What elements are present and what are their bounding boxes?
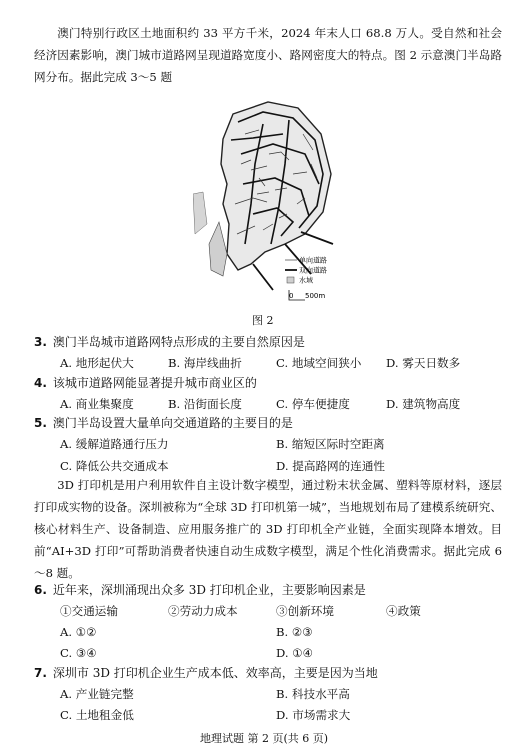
scale-label: 500m <box>305 292 326 300</box>
q6-factor-2: ②劳动力成本 <box>168 604 238 618</box>
q3-option-a[interactable]: A. 地形起伏大 <box>60 356 134 370</box>
q6-factor-3: ③创新环境 <box>276 604 334 618</box>
svg-text:0: 0 <box>289 292 294 300</box>
q3-option-c[interactable]: C. 地域空间狭小 <box>276 356 362 370</box>
q5-option-a[interactable]: A. 缓解道路通行压力 <box>60 437 169 451</box>
q3-option-b[interactable]: B. 海岸线曲折 <box>168 356 242 370</box>
q6-factor-1: ①交通运输 <box>60 604 118 618</box>
q7-option-c[interactable]: C. 土地租金低 <box>60 708 134 722</box>
intro-paragraph-shenzhen: 3D 打印机是用户利用软件自主设计数字模型，通过粉末状金属、塑料等原材料，逐层打印成实物的设备。深圳被称为“全球 3D 打印机第一城”，当地规划布局了建模系统研究、核心材料生产、设备制造、应用服务推广的 3D 打印机全产业链，全面实现降本增效。目前“AI+3D 打印”可帮助消费者快速自动生成数字模型，满足个性化消费需求。据此完成 6～8 题。 <box>34 478 502 580</box>
q6-option-d[interactable]: D. ①④ <box>276 646 314 660</box>
q5-option-d[interactable]: D. 提高路网的连通性 <box>276 459 386 473</box>
q6-factor-4: ④政策 <box>386 604 421 618</box>
macau-road-network-map <box>193 94 336 308</box>
q6-option-b[interactable]: B. ②③ <box>276 625 313 639</box>
q5-option-b[interactable]: B. 缩短区际时空距离 <box>276 437 385 451</box>
q5-option-c[interactable]: C. 降低公共交通成本 <box>60 459 169 473</box>
question-3: 3. 澳门半岛城市道路网特点形成的主要自然原因是 <box>34 335 305 349</box>
legend-water: 水域 <box>299 276 313 285</box>
q7-option-b[interactable]: B. 科技水平高 <box>276 687 350 701</box>
q7-option-a[interactable]: A. 产业链完整 <box>60 687 134 701</box>
q3-option-d[interactable]: D. 雾天日数多 <box>386 356 461 370</box>
question-6: 6. 近年来，深圳涌现出众多 3D 打印机企业，主要影响因素是 <box>34 583 366 597</box>
legend-one-way: 单向道路 <box>299 256 327 265</box>
legend-two-way: 双向道路 <box>299 266 327 275</box>
q7-option-d[interactable]: D. 市场需求大 <box>276 708 351 722</box>
q4-option-d[interactable]: D. 建筑物高度 <box>386 397 461 411</box>
q4-option-c[interactable]: C. 停车便捷度 <box>276 397 350 411</box>
question-5: 5. 澳门半岛设置大量单向交通道路的主要目的是 <box>34 416 293 430</box>
question-7: 7. 深圳市 3D 打印机企业生产成本低、效率高，主要是因为当地 <box>34 666 378 680</box>
question-4: 4. 该城市道路网能显著提升城市商业区的 <box>34 376 257 390</box>
q4-option-a[interactable]: A. 商业集聚度 <box>60 397 134 411</box>
figure-caption: 图 2 <box>252 314 274 327</box>
q4-option-b[interactable]: B. 沿街面长度 <box>168 397 242 411</box>
page-footer: 地理试题 第 2 页(共 6 页) <box>199 732 329 745</box>
q6-option-c[interactable]: C. ③④ <box>60 646 97 660</box>
q6-option-a[interactable]: A. ①② <box>60 625 97 639</box>
intro-paragraph-macau: 澳门特别行政区土地面积约 33 平方千米，2024 年末人口 68.8 万人。受自然和社会经济因素影响，澳门城市道路网呈现道路宽度小、路网密度大的特点。图 2 示意澳门半岛路网分布。据此完成 3～5 题 <box>34 26 502 84</box>
